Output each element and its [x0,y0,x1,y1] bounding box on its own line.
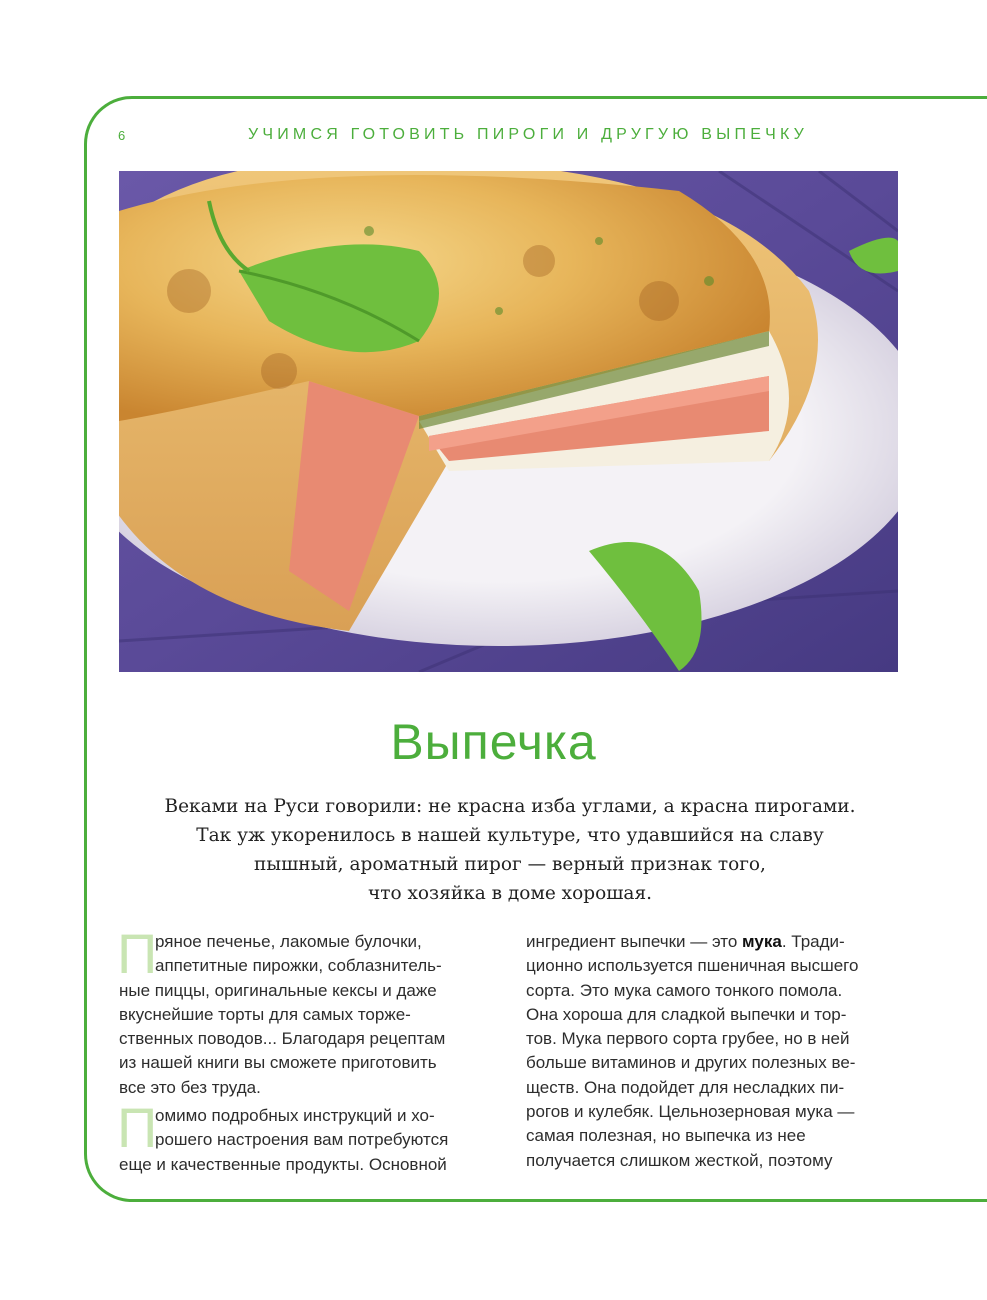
body-line: еще и качественные продукты. Основной [119,1154,447,1174]
body-line: ционно используется пшеничная высшего [526,956,859,976]
body-line: рогов и кулебяк. Цельнозерновая мука — [526,1102,855,1122]
lead-line: пышный, ароматный пирог — верный признак того, [254,854,766,875]
body-line: ственных поводов... Благодаря рецептам [119,1029,446,1049]
lead-line: Веками на Руси говорили: не красна изба углами, а красна пирогами. [164,796,856,817]
body-line [526,930,906,954]
section-title: Выпечка [390,714,597,770]
lead-line: что хозяйка в доме хорошая. [368,883,652,904]
body-line: сорта. Это мука самого тонкого помола. [526,980,843,1000]
running-header: УЧИМСЯ ГОТОВИТЬ ПИРОГИ И ДРУГУЮ ВЫПЕЧКУ [248,126,809,143]
bold-term-flour: мука [742,932,782,951]
body-line: ные пиццы, оригинальные кексы и даже [119,980,437,1000]
text-column-right [526,930,906,1173]
page-number: 6 [118,128,126,143]
body-line: вкуснейшие торты для самых торже- [119,1004,411,1024]
quiche-photo [119,171,898,672]
paragraph-1 [117,922,489,1100]
body-line: ряное печенье, лакомые булочки, [155,932,422,951]
body-line: самая полезная, но выпечка из нее [526,1126,806,1146]
body-line: рошего настроения вам потребуются [155,1130,449,1150]
body-text: . Тради- [781,932,845,951]
dropcap: П [117,1096,158,1160]
body-line: омимо подробных инструкций и хо- [155,1106,435,1126]
body-line: из нашей книги вы сможете приготовить [119,1053,437,1073]
text-column-left [117,922,489,1177]
body-line: все это без труда. [119,1077,261,1097]
body-line: Она хороша для сладкой выпечки и тор- [526,1004,847,1024]
lead-paragraph [110,792,910,908]
body-text: ингредиент выпечки — это [526,932,743,951]
body-line: получается слишком жесткой, поэтому [526,1150,833,1170]
dropcap: П [117,922,158,985]
lead-line: Так уж укоренилось в нашей культуре, что удавшийся на славу [196,825,824,846]
body-line: больше витаминов и других полезных ве- [526,1053,856,1073]
body-line: аппетитные пирожки, соблазнитель- [155,956,442,976]
body-line: ществ. Она подойдет для несладких пи- [526,1077,845,1097]
paragraph-2 [117,1096,489,1177]
body-line: тов. Мука первого сорта грубее, но в ней [526,1029,850,1049]
